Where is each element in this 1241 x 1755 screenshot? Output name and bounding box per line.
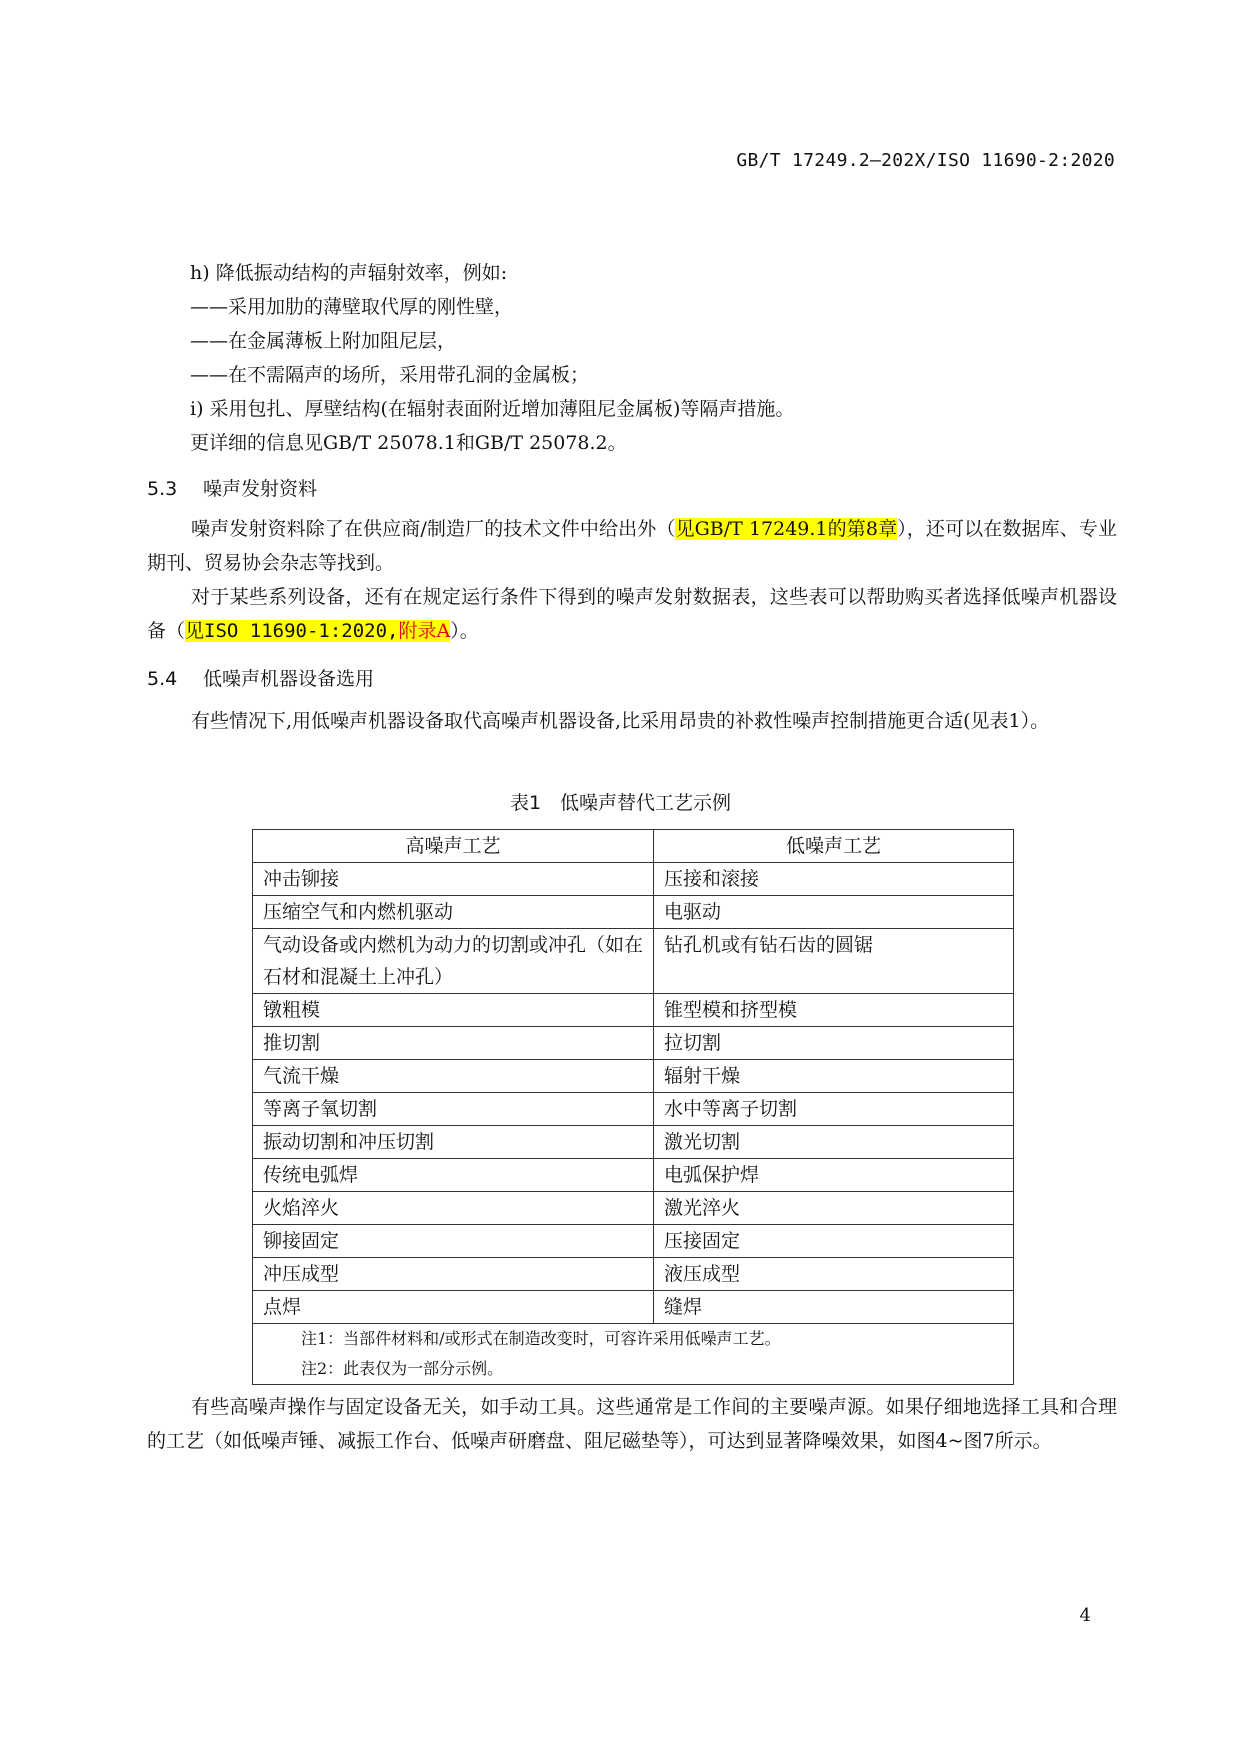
table-cell: 辐射干燥 (654, 1060, 1014, 1093)
table-cell: 传统电弧焊 (253, 1159, 654, 1192)
table-note-2: 注2：此表仅为一部分示例。 (253, 1354, 1014, 1385)
table-cell: 振动切割和冲压切割 (253, 1126, 654, 1159)
table-row (253, 994, 1014, 1027)
table-cell: 电驱动 (654, 896, 1014, 929)
table-cell: 镦粗模 (253, 994, 654, 1027)
table-cell: 推切割 (253, 1027, 654, 1060)
annex-link[interactable]: 附录A (398, 620, 451, 642)
table-cell: 钻孔机或有钻石齿的圆锯 (654, 929, 1014, 994)
paragraph-5-3-2: 对于某些系列设备，还有在规定运行条件下得到的噪声发射数据表，这些表可以帮助购买者选择低噪声机器设备（见ISO 11690-1:2020,附录A）。 (147, 586, 1117, 642)
table-cell: 火焰淬火 (253, 1192, 654, 1225)
highlighted-reference: 见GB/T 17249.1的第8章 (675, 518, 898, 540)
table-note-row (253, 1354, 1014, 1385)
section-title: 低噪声机器设备选用 (203, 668, 375, 690)
section-heading-5-3 (147, 474, 317, 501)
section-title: 噪声发射资料 (203, 478, 318, 500)
table-cell: 点焊 (253, 1291, 654, 1324)
table-cell: 气流干燥 (253, 1060, 654, 1093)
table-cell: 压接和滚接 (654, 863, 1014, 896)
list-item-i: i) 采用包扎、厚壁结构(在辐射表面附近增加薄阻尼金属板)等隔声措施。 (190, 398, 795, 420)
table-row (253, 1060, 1014, 1093)
paragraph-5-4-1: 有些情况下,用低噪声机器设备取代高噪声机器设备,比采用昂贵的补救性噪声控制措施更合适(见表1）。 (191, 710, 1050, 732)
list-item-dash-2: ——在金属薄板上附加阻尼层， (190, 330, 457, 352)
table-cell: 激光淬火 (654, 1192, 1014, 1225)
table-cell: 缝焊 (654, 1291, 1014, 1324)
document-header-id: GB/T 17249.2—202X/ISO 11690-2:2020 (736, 150, 1115, 171)
table-cell: 电弧保护焊 (654, 1159, 1014, 1192)
page-number: 4 (1079, 1605, 1091, 1626)
table-cell: 液压成型 (654, 1258, 1014, 1291)
paragraph-5-3-1: 噪声发射资料除了在供应商/制造厂的技术文件中给出外（见GB/T 17249.1的第8章），还可以在数据库、专业期刊、贸易协会杂志等找到。 (147, 518, 1117, 574)
table-cell: 锥型模和挤型模 (654, 994, 1014, 1027)
process-table (252, 829, 1014, 1385)
closing-paragraph: 有些高噪声操作与固定设备无关，如手动工具。这些通常是工作间的主要噪声源。如果仔细地选择工具和合理的工艺（如低噪声锤、减振工作台、低噪声研磨盘、阻尼磁垫等），可达到显著降噪效果，如图4~图7所示。 (147, 1396, 1117, 1452)
reference-line: 更详细的信息见GB/T 25078.1和GB/T 25078.2。 (190, 432, 627, 454)
header-high-noise: 高噪声工艺 (253, 830, 654, 863)
table-row (253, 1126, 1014, 1159)
table-cell: 压缩空气和内燃机驱动 (253, 896, 654, 929)
table-row (253, 1291, 1014, 1324)
list-item-dash-1: ——采用加肋的薄壁取代厚的刚性壁， (190, 296, 514, 318)
table-row (253, 1225, 1014, 1258)
table-row (253, 1159, 1014, 1192)
table-cell: 拉切割 (654, 1027, 1014, 1060)
table-row (253, 1093, 1014, 1126)
table-row (253, 863, 1014, 896)
header-low-noise: 低噪声工艺 (654, 830, 1014, 863)
table-row (253, 1192, 1014, 1225)
section-number: 5.3 (147, 478, 178, 500)
section-heading-5-4 (147, 664, 374, 691)
table-cell: 气动设备或内燃机为动力的切割或冲孔（如在石材和混凝土上冲孔） (253, 929, 654, 994)
table-cell: 压接固定 (654, 1225, 1014, 1258)
table-cell: 等离子氧切割 (253, 1093, 654, 1126)
highlighted-reference: 见ISO 11690-1:2020,附录A (185, 620, 451, 642)
section-number: 5.4 (147, 668, 178, 690)
table-cell: 铆接固定 (253, 1225, 654, 1258)
table-note-row (253, 1324, 1014, 1355)
table-row (253, 1258, 1014, 1291)
table-row (253, 896, 1014, 929)
table-cell: 水中等离子切割 (654, 1093, 1014, 1126)
table-row (253, 929, 1014, 994)
table-cell: 冲击铆接 (253, 863, 654, 896)
table-note-1: 注1：当部件材料和/或形式在制造改变时，可容许采用低噪声工艺。 (253, 1324, 1014, 1355)
table-row (253, 1027, 1014, 1060)
table-caption: 表1 低噪声替代工艺示例 (509, 792, 732, 814)
list-item-dash-3: ——在不需隔声的场所，采用带孔洞的金属板； (190, 364, 590, 386)
table-cell: 冲压成型 (253, 1258, 654, 1291)
table-header-row (253, 830, 1014, 863)
list-item-h: h) 降低振动结构的声辐射效率，例如: (190, 262, 508, 284)
table-cell: 激光切割 (654, 1126, 1014, 1159)
